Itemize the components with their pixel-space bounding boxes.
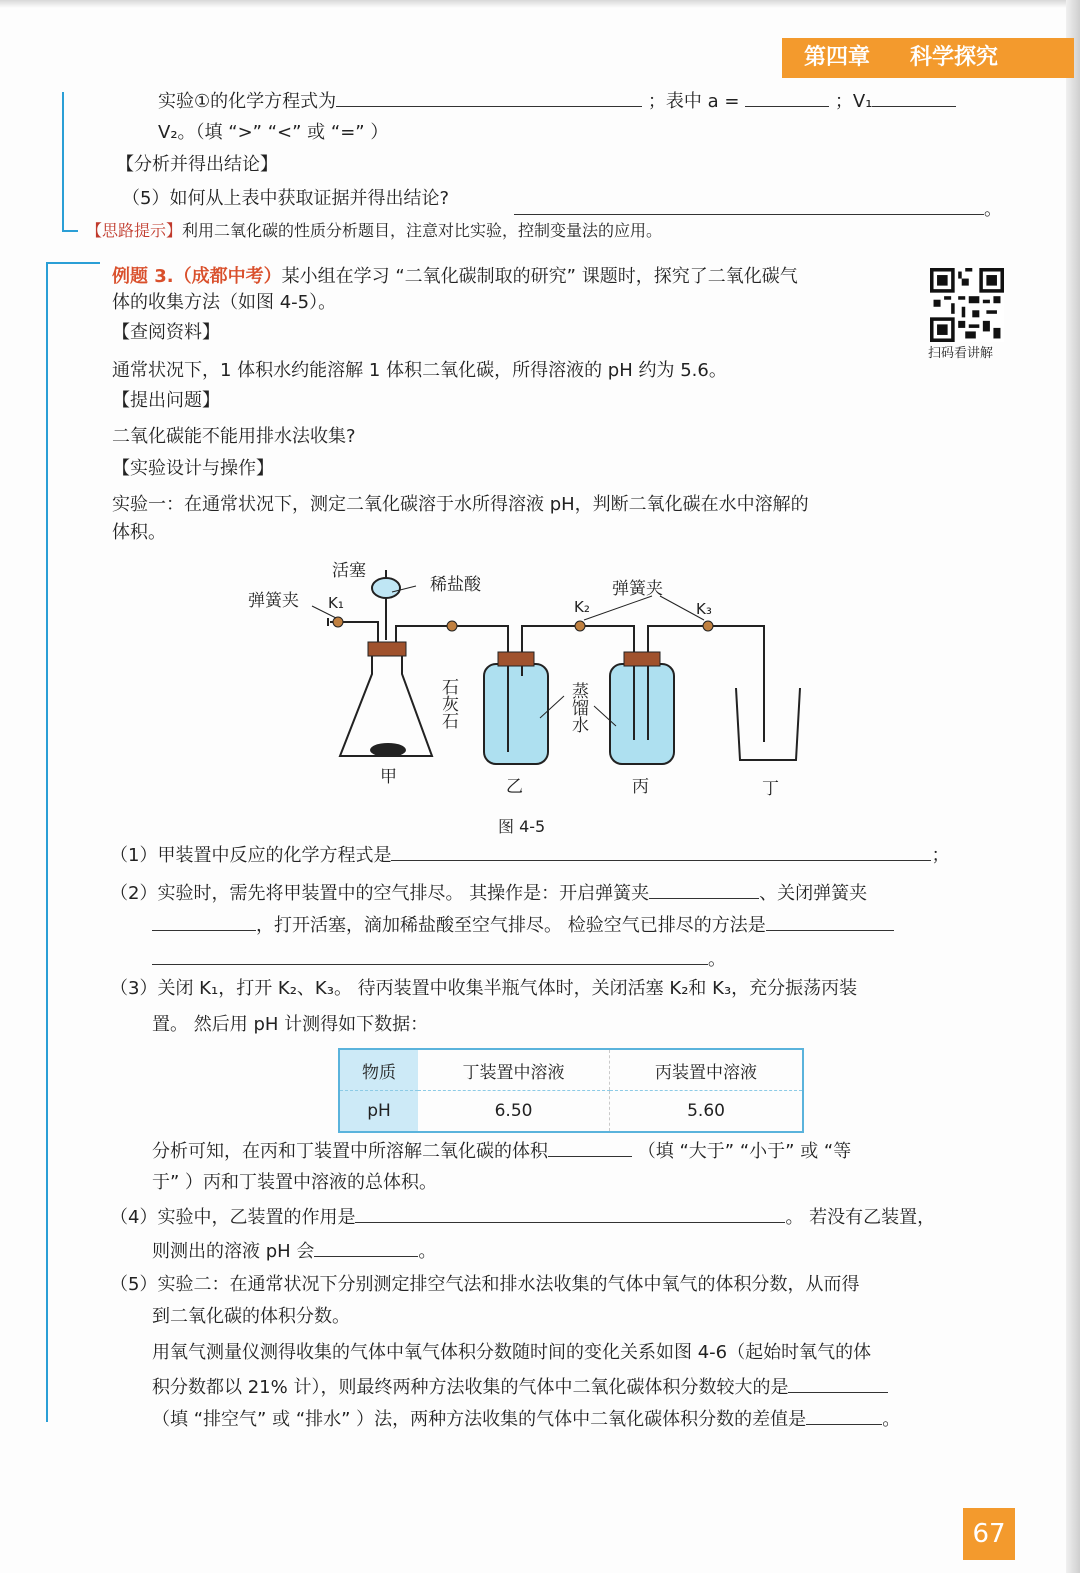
intro-text-a: 实验①的化学方程式为 — [158, 91, 337, 112]
beaker-ding — [736, 688, 800, 760]
q4-text-a: （4）实验中，乙装置的作用是 — [110, 1207, 356, 1228]
page-edge-shadow — [1066, 0, 1080, 1573]
q2-text-a: （2）实验时，需先将甲装置中的空气排尽。 其操作是：开启弹簧夹 — [110, 883, 650, 904]
label-limestone: 石灰石 — [438, 678, 458, 729]
question-1 — [110, 842, 949, 869]
question-5-line-2: 到二氧化碳的体积分数。 — [152, 1306, 350, 1327]
answer-blank[interactable] — [788, 1374, 888, 1393]
qr-code-icon[interactable] — [930, 268, 1004, 342]
label-clip-right: 弹簧夹 — [612, 579, 663, 599]
limestone — [370, 743, 406, 757]
stopper-yi — [498, 652, 534, 666]
answer-blank[interactable] — [336, 88, 642, 107]
chapter-number: 第四章 — [804, 45, 871, 70]
experiment1-line-2: 体积。 — [112, 522, 166, 543]
table-cell-ding-ph: 6.50 — [494, 1101, 533, 1121]
question-3-line-2: 置。 然后用 pH 计测得如下数据： — [152, 1014, 429, 1035]
question-4-line-2 — [152, 1238, 436, 1265]
answer-blank[interactable] — [872, 88, 956, 107]
question-4-line-1 — [110, 1204, 935, 1231]
question-2-line-1 — [110, 880, 867, 907]
intro-q5-blank-line: 。 — [514, 196, 1002, 223]
qr-label: 扫码看讲解 — [928, 346, 994, 361]
table-header-substance: 物质 — [339, 1049, 418, 1091]
label-k1: K₁ — [328, 594, 344, 612]
hint-text: 利用二氧化碳的性质分析题目，注意对比实验，控制变量法的应用。 — [182, 221, 663, 240]
question-5-line-5 — [152, 1406, 900, 1433]
q4-end: 。 — [418, 1241, 437, 1262]
hint-line — [86, 218, 662, 244]
label-yi: 乙 — [506, 777, 523, 797]
table-row-label: pH — [339, 1091, 418, 1133]
label-ding: 丁 — [762, 779, 779, 799]
question-3-line-1: （3）关闭 K₁，打开 K₂、K₃。 待丙装置中收集半瓶气体时，关闭活塞 K₂和 K₃，充分振荡丙装 — [110, 978, 858, 999]
q2-text-b: 、关闭弹簧夹 — [759, 883, 868, 904]
clip-k2 — [575, 621, 585, 631]
table-header-ding: 丁装置中溶液 — [418, 1049, 610, 1091]
analysis-heading: 【分析并得出结论】 — [116, 154, 278, 175]
q5-end: 。 — [882, 1409, 901, 1430]
page-top-shadow — [0, 0, 1080, 8]
page-number: 67 — [963, 1508, 1015, 1560]
q1-end: ； — [931, 845, 950, 866]
example-text-1: 某小组在学习 “二氧化碳制取的研究” 课题时，探究了二氧化碳气 — [281, 266, 798, 287]
answer-blank[interactable] — [391, 842, 931, 861]
label-k3: K₃ — [696, 600, 712, 618]
answer-blank[interactable] — [806, 1406, 882, 1425]
clip-k1 — [333, 617, 343, 627]
intro-line-1 — [158, 88, 956, 115]
q2-end: 。 — [708, 949, 726, 970]
answer-blank[interactable] — [355, 1204, 785, 1223]
answer-blank[interactable] — [745, 88, 829, 107]
table-header-bing: 丙装置中溶液 — [610, 1049, 803, 1091]
q4-text-b: 。 若没有乙装置， — [785, 1207, 936, 1228]
experiment1-line-1: 实验一：在通常状况下，测定二氧化碳溶于水所得溶液 pH，判断二氧化碳在水中溶解的 — [112, 494, 809, 515]
chapter-banner — [782, 38, 1074, 78]
ph-table — [338, 1048, 804, 1133]
question-5-line-3: 用氧气测量仪测得收集的气体中氧气体积分数随时间的变化关系如图 4-6（起始时氧气的体 — [152, 1342, 872, 1363]
data-heading: 【查阅资料】 — [112, 322, 220, 343]
bracket-line-main — [46, 262, 48, 1422]
question-2-line-2 — [152, 912, 894, 939]
clip-mid — [447, 621, 457, 631]
hint-label: 【思路提示】 — [86, 221, 183, 240]
intro-text-b: ；表中 a = — [647, 91, 740, 112]
q5-text-d: 积分数都以 21% 计），则最终两种方法收集的气体中二氧化碳体积分数较大的是 — [152, 1377, 789, 1398]
label-jia: 甲 — [380, 767, 397, 787]
chapter-subject: 科学探究 — [910, 45, 999, 70]
table-row — [339, 1091, 803, 1133]
question-3-line-3 — [152, 1138, 851, 1165]
example-line-2: 体的收集方法（如图 4-5）。 — [112, 292, 337, 313]
intro-text-c: ；V₁ — [834, 91, 873, 112]
question-3-line-4: 于” ）丙和丁装置中溶液的总体积。 — [152, 1172, 438, 1193]
label-k2: K₂ — [574, 598, 590, 616]
intro-line-2: V₂。（填 “>” “<” 或 “=” ） — [158, 122, 389, 143]
intro-question-5 — [122, 186, 449, 212]
question-text: 二氧化碳能不能用排水法收集? — [112, 426, 356, 447]
example-label: 例题 3.（成都中考） — [112, 266, 282, 287]
answer-blank[interactable] — [514, 196, 984, 215]
label-clip-left: 弹簧夹 — [248, 591, 299, 611]
question-5-line-4 — [152, 1374, 888, 1401]
bracket-line-top — [62, 92, 64, 230]
bottle-yi — [484, 664, 548, 764]
figure-caption: 图 4-5 — [498, 817, 546, 836]
question-2-line-3 — [152, 946, 726, 973]
bracket-foot-top — [62, 230, 78, 232]
label-acid: 稀盐酸 — [430, 575, 481, 595]
answer-blank[interactable] — [314, 1238, 418, 1257]
table-cell-bing-ph: 5.60 — [610, 1091, 803, 1133]
label-bing: 丙 — [632, 777, 649, 797]
stopper-jia — [368, 642, 406, 656]
data-text: 通常状况下，1 体积水约能溶解 1 体积二氧化碳，所得溶液的 pH 约为 5.6。 — [112, 360, 727, 381]
answer-blank[interactable] — [152, 912, 256, 931]
label-water: 蒸馏水 — [568, 682, 588, 733]
table-row — [339, 1049, 803, 1091]
answer-blank[interactable] — [548, 1138, 632, 1157]
example-line-1 — [112, 264, 798, 290]
answer-blank[interactable] — [152, 946, 708, 965]
flask-jia — [340, 648, 432, 756]
q3-text-d: （填 “大于” “小于” 或 “等 — [637, 1141, 852, 1162]
q2-text-c: ，打开活塞，滴加稀盐酸至空气排尽。 检验空气已排尽的方法是 — [256, 915, 766, 936]
answer-blank[interactable] — [649, 880, 759, 899]
answer-blank[interactable] — [766, 912, 894, 931]
q1-text: （1）甲装置中反应的化学方程式是 — [110, 845, 392, 866]
bracket-head-main — [46, 262, 100, 264]
question-heading: 【提出问题】 — [112, 390, 220, 411]
q3-text-c: 分析可知，在丙和丁装置中所溶解二氧化碳的体积 — [152, 1141, 548, 1162]
question-5-line-1: （5）实验二：在通常状况下分别测定排空气法和排水法收集的气体中氧气的体积分数，从而得 — [110, 1274, 860, 1295]
apparatus-diagram — [240, 556, 820, 806]
stopper-bing — [624, 652, 660, 666]
label-stopcock: 活塞 — [332, 561, 366, 581]
q5-text-e: （填 “排空气” 或 “排水” ）法，两种方法收集的气体中二氧化碳体积分数的差值是 — [152, 1409, 807, 1430]
bottle-bing — [610, 664, 674, 764]
clip-k3 — [703, 621, 713, 631]
design-heading: 【实验设计与操作】 — [112, 458, 274, 479]
q4-text-c: 则测出的溶液 pH 会 — [152, 1241, 315, 1262]
intro-q5-text: （5）如何从上表中获取证据并得出结论? — [122, 188, 450, 209]
funnel-bulb — [372, 578, 400, 598]
